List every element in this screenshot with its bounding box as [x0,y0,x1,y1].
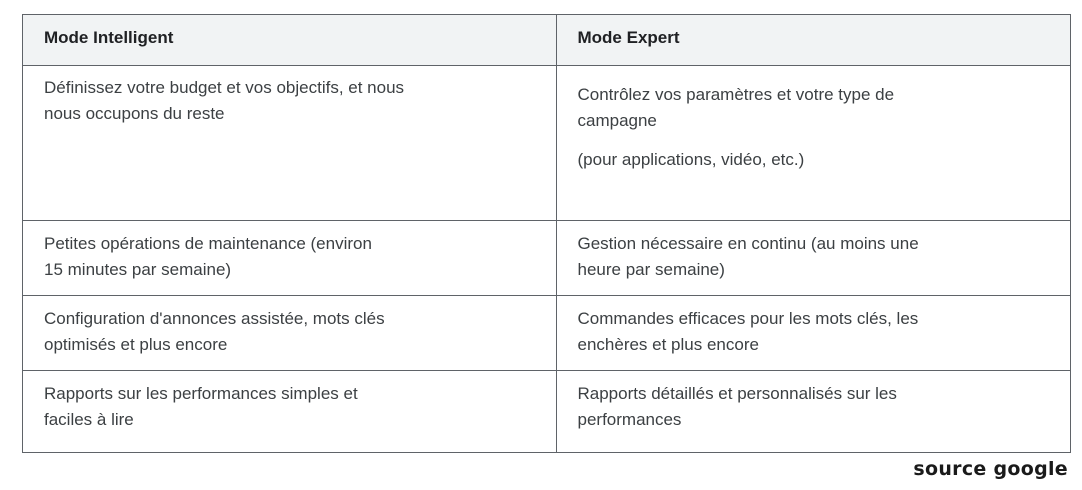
cell-text-line: optimisés et plus encore [44,334,228,354]
table-row [23,370,1070,452]
cell-text-line: Configuration d'annonces assistée, mots clés [44,308,385,328]
cell-note: (pour applications, vidéo, etc.) [577,149,805,169]
cell-text-line: enchères et plus encore [577,334,759,354]
cell-text-line: faciles à lire [44,409,134,429]
cell-text-line: Commandes efficaces pour les mots clés, les [577,308,919,328]
cell-text-line: Définissez votre budget et vos objectifs, et nous [44,77,405,97]
comparison-table-container [22,14,1071,453]
table-row [23,295,1070,370]
cell-text-line: Rapports détaillés et personnalisés sur les [577,383,897,403]
table-row [23,65,1070,220]
cell-text-line: Contrôlez vos paramètres et votre type de [577,84,895,104]
cell-text-line: campagne [577,110,657,130]
table-row [23,220,1070,295]
table-cell-intelligent [23,65,556,220]
header-mode-expert: Mode Expert [556,15,1070,65]
cell-text-line: Gestion nécessaire en continu (au moins une [577,233,919,253]
table-cell-expert [556,370,1070,452]
header-mode-intelligent: Mode Intelligent [23,15,556,65]
table-cell-expert [556,295,1070,370]
cell-text-line: 15 minutes par semaine) [44,259,232,279]
table-cell-intelligent [23,220,556,295]
comparison-table [23,15,1070,452]
source-caption: source google [913,458,1068,480]
cell-text-line: nous occupons du reste [44,103,225,123]
cell-text-line: Rapports sur les performances simples et [44,383,358,403]
table-cell-expert [556,220,1070,295]
table-cell-intelligent [23,370,556,452]
table-header-row [23,15,1070,65]
cell-text-line: heure par semaine) [577,259,725,279]
cell-text-line: Petites opérations de maintenance (environ [44,233,372,253]
table-cell-expert [556,65,1070,220]
table-cell-intelligent [23,295,556,370]
cell-text-line: performances [577,409,682,429]
